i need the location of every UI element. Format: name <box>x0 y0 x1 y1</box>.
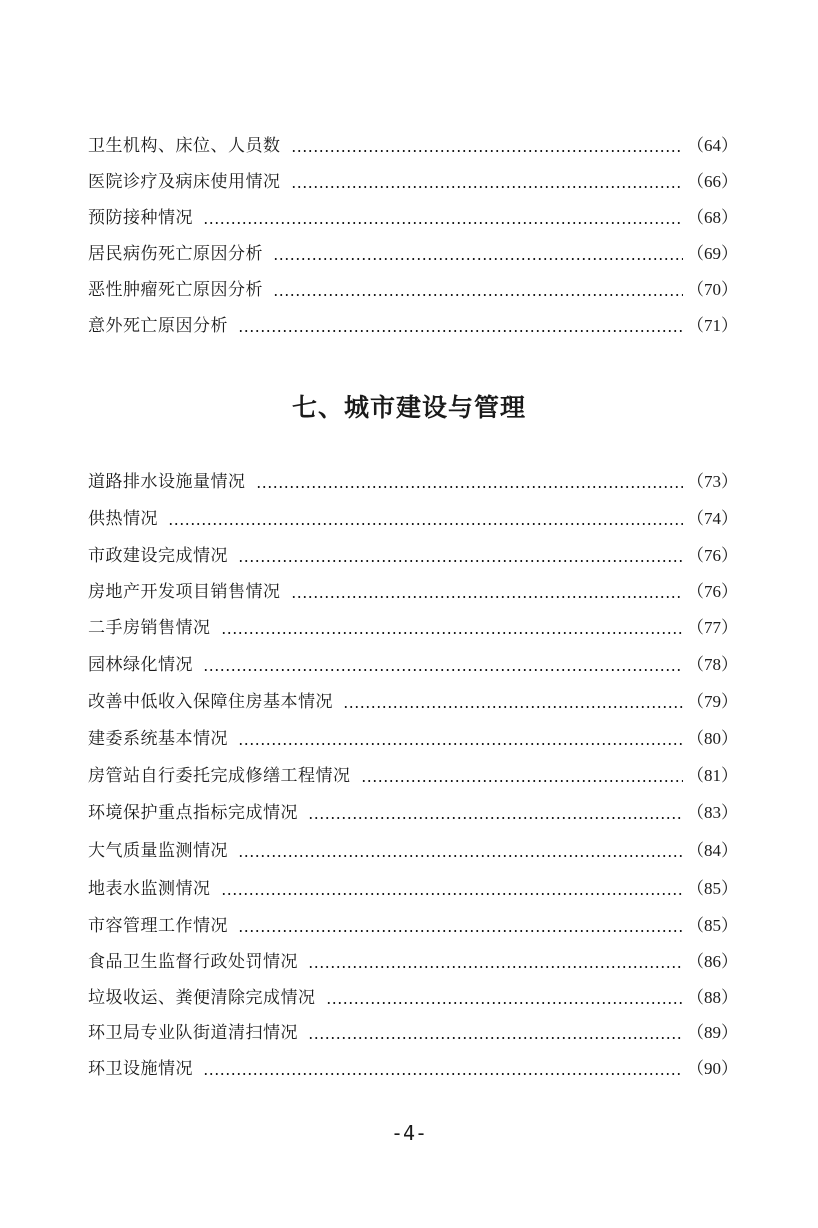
toc-entry-page: （71） <box>687 316 738 335</box>
dot-leader <box>256 486 684 488</box>
toc-entry-title: 意外死亡原因分析 <box>88 316 228 336</box>
dot-leader <box>291 596 684 598</box>
toc-entry-title: 市容管理工作情况 <box>88 916 228 936</box>
dot-leader <box>238 855 683 857</box>
dot-leader <box>238 930 683 932</box>
toc-entry[interactable] <box>88 764 738 788</box>
dot-leader <box>343 706 683 708</box>
dot-leader <box>326 1002 684 1004</box>
toc-entry-page: （80） <box>687 729 738 748</box>
toc-entry-title: 大气质量监测情况 <box>88 841 228 861</box>
toc-entry-page: （86） <box>687 952 738 971</box>
dot-leader <box>203 222 683 224</box>
dot-leader <box>291 150 684 152</box>
toc-entry[interactable] <box>88 507 738 531</box>
toc-entry-title: 预防接种情况 <box>88 208 193 228</box>
toc-entry-page: （64） <box>687 136 738 155</box>
dot-leader <box>238 743 683 745</box>
dot-leader <box>308 1037 683 1039</box>
toc-entry-page: （77） <box>687 618 738 637</box>
dot-leader <box>203 1073 683 1075</box>
toc-entry-title: 市政建设完成情况 <box>88 546 228 566</box>
toc-entry-page: （73） <box>687 472 738 491</box>
toc-entry-page: （74） <box>687 509 738 528</box>
toc-entry[interactable] <box>88 1057 738 1081</box>
toc-entry-title: 二手房销售情况 <box>88 618 211 638</box>
toc-entry-title: 垃圾收运、粪便清除完成情况 <box>88 988 316 1008</box>
toc-entry-page: （88） <box>687 988 738 1007</box>
toc-entry-page: （81） <box>687 766 738 785</box>
toc-entry[interactable] <box>88 950 738 974</box>
toc-entry-title: 房管站自行委托完成修缮工程情况 <box>88 766 351 786</box>
toc-entry-page: （90） <box>687 1059 738 1078</box>
toc-entry-title: 居民病伤死亡原因分析 <box>88 244 263 264</box>
toc-entry-page: （78） <box>687 655 738 674</box>
dot-leader <box>361 780 684 782</box>
toc-entry-title: 供热情况 <box>88 509 158 529</box>
toc-entry-title: 恶性肿瘤死亡原因分析 <box>88 280 263 300</box>
toc-entry[interactable] <box>88 986 738 1010</box>
toc-entry[interactable] <box>88 206 738 230</box>
toc-entry-page: （76） <box>687 582 738 601</box>
dot-leader <box>273 258 683 260</box>
toc-entry[interactable] <box>88 278 738 302</box>
section-heading: 七、城市建设与管理 <box>291 393 526 422</box>
toc-entry-page: （76） <box>687 546 738 565</box>
toc-entry-title: 环境保护重点指标完成情况 <box>88 803 298 823</box>
toc-entry-page: （69） <box>687 244 738 263</box>
toc-entry[interactable] <box>88 690 738 714</box>
toc-entry[interactable] <box>88 580 738 604</box>
toc-entry-page: （89） <box>687 1023 738 1042</box>
toc-entry-page: （70） <box>687 280 738 299</box>
toc-entry[interactable] <box>88 801 738 825</box>
dot-leader <box>273 294 683 296</box>
toc-entry-title: 食品卫生监督行政处罚情况 <box>88 952 298 972</box>
toc-entry-page: （85） <box>687 916 738 935</box>
toc-entry-page: （68） <box>687 208 738 227</box>
dot-leader <box>238 560 683 562</box>
toc-entry-title: 医院诊疗及病床使用情况 <box>88 172 281 192</box>
toc-entry[interactable] <box>88 616 738 640</box>
dot-leader <box>168 523 683 525</box>
toc-entry[interactable] <box>88 134 738 158</box>
toc-entry[interactable] <box>88 727 738 751</box>
toc-entry-page: （79） <box>687 692 738 711</box>
dot-leader <box>238 330 683 332</box>
toc-entry[interactable] <box>88 839 738 863</box>
toc-entry-page: （84） <box>687 841 738 860</box>
toc-entry-title: 园林绿化情况 <box>88 655 193 675</box>
toc-entry-title: 环卫设施情况 <box>88 1059 193 1079</box>
page-number: -4- <box>390 1121 428 1145</box>
toc-entry[interactable] <box>88 914 738 938</box>
toc-entry[interactable] <box>88 544 738 568</box>
toc-entry-title: 建委系统基本情况 <box>88 729 228 749</box>
toc-entry[interactable] <box>88 653 738 677</box>
toc-entry[interactable] <box>88 314 738 338</box>
toc-entry[interactable] <box>88 470 738 494</box>
toc-entry-title: 道路排水设施量情况 <box>88 472 246 492</box>
toc-entry[interactable] <box>88 1021 738 1045</box>
toc-entry-title: 卫生机构、床位、人员数 <box>88 136 281 156</box>
dot-leader <box>308 817 683 819</box>
toc-entry-page: （85） <box>687 879 738 898</box>
dot-leader <box>221 893 684 895</box>
toc-entry-title: 环卫局专业队街道清扫情况 <box>88 1023 298 1043</box>
dot-leader <box>291 186 684 188</box>
dot-leader <box>203 669 683 671</box>
toc-entry[interactable] <box>88 242 738 266</box>
toc-entry-page: （66） <box>687 172 738 191</box>
dot-leader <box>308 966 683 968</box>
toc-entry-title: 地表水监测情况 <box>88 879 211 899</box>
toc-entry-title: 房地产开发项目销售情况 <box>88 582 281 602</box>
toc-entry[interactable] <box>88 877 738 901</box>
toc-entry[interactable] <box>88 170 738 194</box>
toc-entry-title: 改善中低收入保障住房基本情况 <box>88 692 333 712</box>
dot-leader <box>221 632 684 634</box>
toc-entry-page: （83） <box>687 803 738 822</box>
